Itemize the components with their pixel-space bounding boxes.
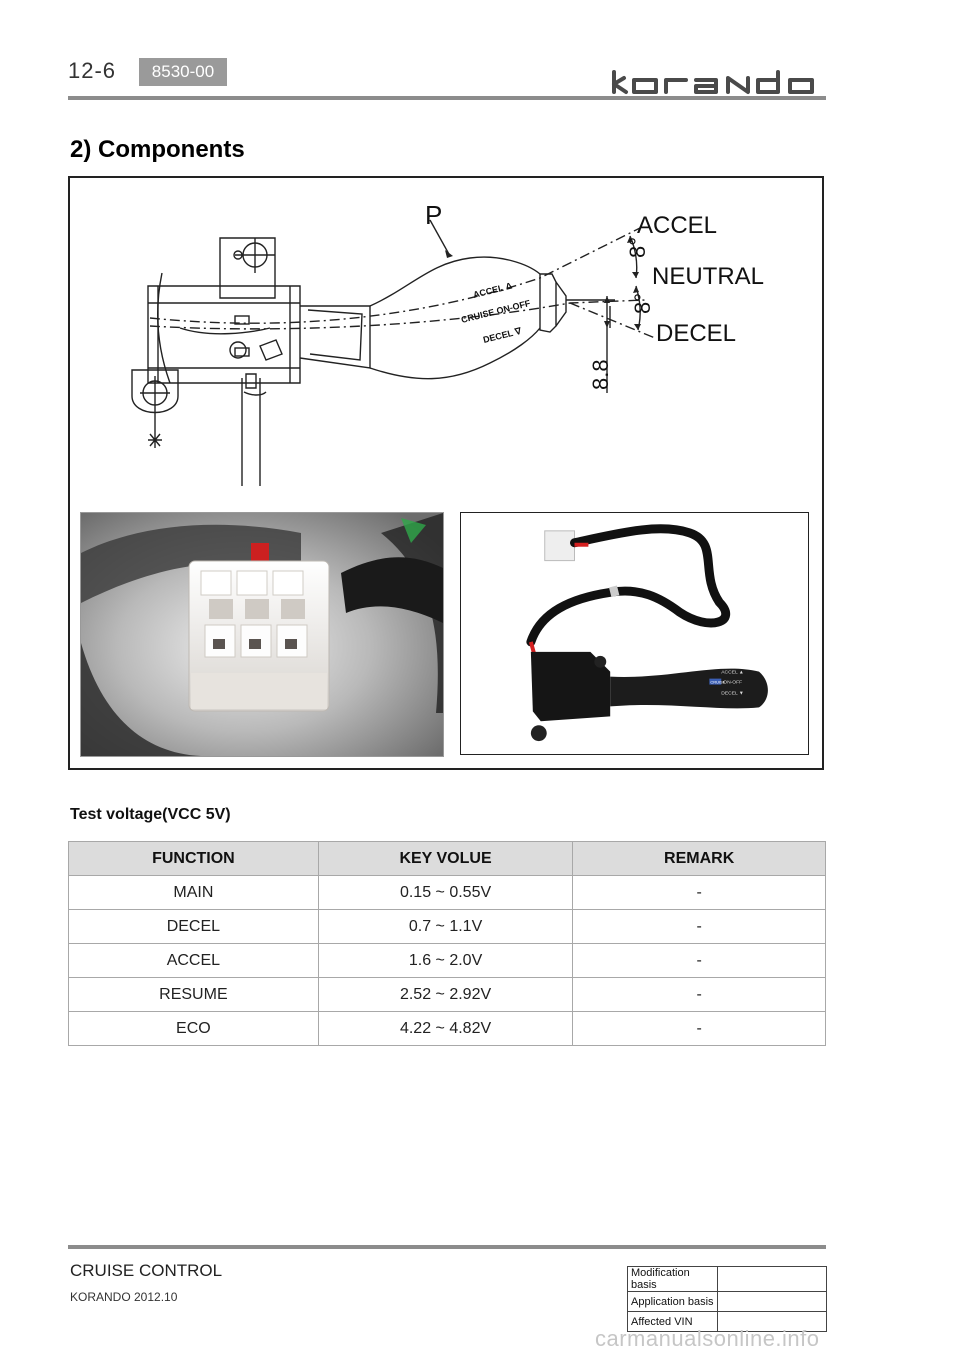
table-row: [69, 944, 826, 978]
table-caption: Test voltage(VCC 5V): [70, 806, 231, 823]
lever-text-accel: ACCEL Δ: [472, 280, 514, 300]
cell-key-volue: 2.52 ~ 2.92V: [318, 978, 573, 1012]
dimension-label: 8.8: [588, 359, 613, 390]
switch-label-cruise: CRUISE: [710, 679, 726, 685]
affected-vin-label: Affected VIN: [628, 1312, 718, 1332]
position-label-accel: ACCEL: [637, 212, 718, 239]
connector-photo: [80, 512, 444, 757]
cell-key-volue: 0.15 ~ 0.55V: [318, 876, 573, 910]
angle-label-upper: 8°: [625, 236, 650, 258]
cell-function: RESUME: [69, 978, 319, 1012]
cell-remark: -: [573, 978, 826, 1012]
section-title: 2) Components: [70, 136, 245, 163]
cell-function: ECO: [69, 1012, 319, 1046]
cell-function: MAIN: [69, 876, 319, 910]
lever-text-cruise: CRUISE ON-OFF: [460, 298, 532, 325]
table-row: [69, 910, 826, 944]
header-key-volue: KEY VOLUE: [318, 842, 573, 876]
header-rule: [68, 96, 826, 100]
position-label-decel: DECEL: [656, 320, 737, 347]
cell-key-volue: 0.7 ~ 1.1V: [318, 910, 573, 944]
switch-label-decel: DECEL ▼: [721, 691, 744, 697]
position-label-neutral: NEUTRAL: [652, 263, 765, 290]
cell-function: DECEL: [69, 910, 319, 944]
lever-text-decel: DECEL ∇: [482, 325, 523, 345]
table-row: [69, 978, 826, 1012]
modification-basis-label: Modification basis: [628, 1267, 718, 1292]
cell-remark: -: [573, 910, 826, 944]
cell-remark: -: [573, 1012, 826, 1046]
page-number: 12-6: [68, 58, 117, 83]
table-row: [628, 1292, 827, 1312]
section-code-badge: 8530-00: [139, 58, 227, 86]
watermark: carmanualsonline.info: [595, 1326, 820, 1351]
angle-label-lower: 8°: [630, 292, 655, 314]
switch-label-accel: ACCEL ▲: [721, 670, 744, 676]
switch-label-onoff: ON-OFF: [723, 680, 743, 686]
cell-key-volue: 1.6 ~ 2.0V: [318, 944, 573, 978]
table-header-row: [69, 842, 826, 876]
cell-remark: -: [573, 876, 826, 910]
header-function: FUNCTION: [69, 842, 319, 876]
model-edition: KORANDO 2012.10: [70, 1290, 178, 1304]
application-basis-value: [718, 1292, 827, 1312]
cell-key-volue: 4.22 ~ 4.82V: [318, 1012, 573, 1046]
pointer-label-p: P: [425, 200, 443, 230]
modification-basis-value: [718, 1267, 827, 1292]
table-row: [69, 876, 826, 910]
test-voltage-table: [68, 841, 826, 1046]
cell-function: ACCEL: [69, 944, 319, 978]
chapter-title: CRUISE CONTROL: [70, 1261, 223, 1280]
application-basis-label: Application basis: [628, 1292, 718, 1312]
modification-table: [627, 1266, 827, 1332]
cruise-switch-photo: [460, 512, 809, 755]
korando-logo: [610, 70, 828, 96]
cell-remark: -: [573, 944, 826, 978]
table-row: [69, 1012, 826, 1046]
lever-diagram: [70, 178, 822, 508]
table-row: [628, 1267, 827, 1292]
footer-rule: [68, 1245, 826, 1249]
header-remark: REMARK: [573, 842, 826, 876]
